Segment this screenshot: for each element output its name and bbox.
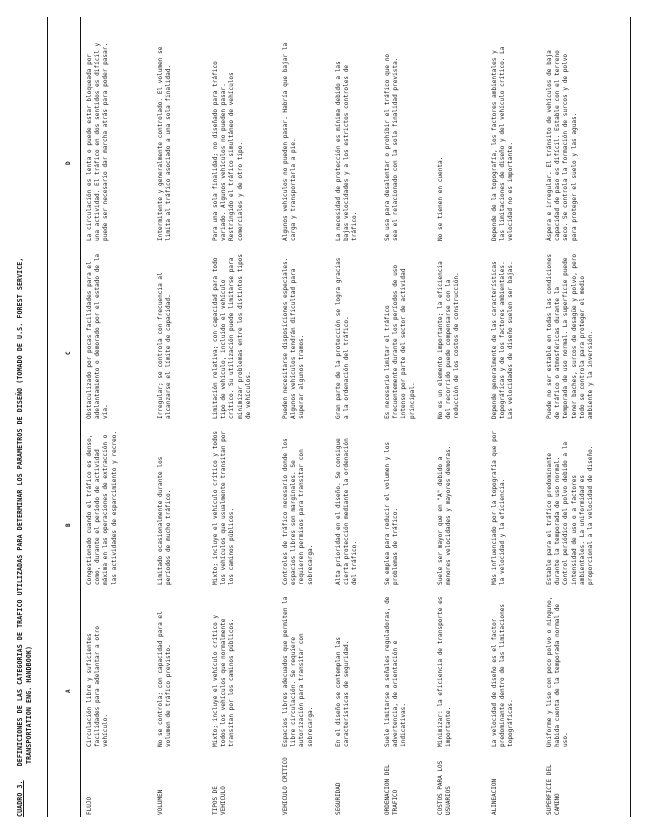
table-caption [16,27,34,817]
table-cell: Se usa para desalentar o prohibir el tráfico que no sea el relacionado con la sola finalidad prevista. [384,53,400,241]
row-label: SEGURIDAD [335,782,342,815]
row-label: TIPOS DE VEHICULO [212,786,227,815]
table-cell: Gran parte de la protección se logra gracias a la ordenación del tráfico. [335,257,351,419]
table-cell: La circulación es lenta o puede estar bloqueada por una actividad. El tráfico en dos sentidos es difícil y puede ser necesario dar marcha atrás para poder pasar. [86,42,110,241]
table-cell: Intermitente y generalmente controlado. El volumen se limita al tráfico asociado a una sola finalidad. [157,46,173,241]
row-label: ALINEACION [491,778,498,815]
table-cell: Algunos vehículos no pueden pasar. Habría que bajar la carga y transportarla a pie. [282,42,298,241]
table-cell: Suele limitarse a señales reguladoras, de advertencia, de orientación e indicativas. [384,596,408,747]
table-cell: Depende generalmente de las características topográficas y de los factores ambientales. Las velocidades de diseño suelen ser bajas. [491,261,515,419]
column-header-b: B [65,523,72,527]
row-label: SUPERFICIE DEL CAMINO [546,764,561,815]
row-label: ORDENACION DEL TRAFICO [384,764,399,815]
table-cell: En el diseño se contemplan las características de seguridad. [335,636,351,747]
column-header-a: A [65,689,72,693]
table-cell: Mixto; incluye el vehículo crítico y todos los vehículos que usualmente transitan por los caminos públicos. [212,430,236,585]
bottom-rule [630,17,631,817]
table-cell: Suele ser mayor que en "A" debido a menores velocidades y mayores demoras. [437,445,453,585]
table-cell: Pueden necesitarse disposiciones especiales. Algunos vehículos tendrán dificultad para superar algunos tramos. [282,257,306,419]
table-cell: Limitación relativa; con capacidad para todo tipo de vehículo, incluido el vehículo crítico. Su utilización puede limitarse para minimizar problemas entre los distintos tipos de vehículos. [212,253,252,419]
table-cell: Áspera e irregular. El tránsito de vehículos de baja capacidad de paso es difícil. Estable con el terreno seco. Se controla la formación de surcos y de polvo para proteger el suelo y las aguas. [546,50,578,241]
table-cell: Minimizar: la eficiencia de transporte es importante. [437,596,453,747]
table-cell: Puede no ser estable en todas las condiciones de tráfico o atmosféricas durante la temporada de uso normal. La superficie puede tener baches, surcos de desagüe y polvo, pero todo se controla para proteger el medio ambiente y la inversión. [546,253,595,419]
caption-title-line1: DEFINICIONES DE LAS CATEGORIAS DE TRAFICO UTILIZADAS PARA DETERMINAR LOS PARAMETROS DE DISEÑO (TOMADO DE U.S. FOREST SERVICE, [16,257,24,767]
table-cell: No se tienen en cuenta. [437,156,444,241]
table-cell: Se emplea para reducir el volumen y los problemas de tráfico. [384,441,400,585]
caption-label: CUADRO 3. [16,780,24,817]
header-rule [80,17,81,817]
table-cell: Uniforme y liso con poco polvo o ninguno, habida cuenta de la temporada normal de uso. [546,596,570,747]
table-cell: Estable para el tráfico predominante durante la temporada de uso normal. Control periódico del polvo debido a la intensidad de uso o a factores ambientales. La uniformidad es proporcional a la velocidad de diseño. [546,441,595,585]
table-cell: Mixto; incluye el vehículo crítico y todos los vehículos que normalmente transitan por los caminos públicos. [212,614,236,747]
table-cell: Obstaculizado por pocas facilidades para el adelantamiento o demorado por el estado de la vía. [86,253,110,419]
table-cell: Controles de tráfico necesario donde los espacios libres son marginales. Se requieren permisos para transitar con sobrecarga. [282,438,314,585]
caption-title-line2: TRANSPORTATION ENG. HANDBOOK) [25,645,33,764]
table-cell: Irregular; se controla con frecuencia al alcanzarse el límite de capacidad. [157,272,173,419]
row-label: VOLUMEN [157,789,164,815]
top-rule [47,17,48,817]
table-cell: Limitado ocasionalmente durante los períodos de mucho tráfico. [157,456,173,585]
table-cell: Congestionado cuando el tráfico es denso, como, durante el período de actividad máxima en las operaciones de extracción o las actividades de esparcimiento y recreo. [86,430,118,585]
table-cell: Espacios libres adecuados que permiten la libre circulación. Se requiere autorización para transitar con sobrecarga. [282,596,314,747]
table-cell: Circulación libre y suficientes facilidades para adelantar a otro vehículo. [86,625,110,747]
table-cell: No se controla; con capacidad para el volumen de tráfico previsto. [157,611,173,747]
column-header-d: D [65,161,72,165]
table-cell: Alta prioridad en el diseño. Se consigue cierta protección mediante la ordenación del tráfico. [335,438,359,585]
row-label: COSTOS PARA LOS USUARIOS [437,760,452,815]
table-cell: Depende de la topografía, los factores ambientales y las limitaciones de diseño y del vehículo crítico. La velocidad no es importante. [491,46,515,241]
row-label: VEHICULO CRITICO [282,757,289,815]
table-cell: La necesidad de protección es mínima debido a las bajas velocidades y a los estrictos controles de tráfico. [335,61,359,241]
column-header-c: C [65,351,72,355]
table-cell: Más influenciado por la topografía que por la velocidad y la eficiencia. [491,430,507,585]
table-cell: Para una sola finalidad; no diseñado para tráfico variado. Algunos vehículos no pueden pasar. Restringido el tráfico simultáneo de vehículos comerciales y de otro tipo. [212,61,244,241]
table-cell: Es necesario limitar el tráfico frecuentemente durante los períodos de uso intenso por parte del sector de actividad principal. [384,264,416,419]
table-cell: No es un elemento importante; la eficiencia del recorrido puede compensarse con la reducción de los costos de construcción. [437,261,461,419]
table-cell: La velocidad de diseño es el factor predominante dentro de las limitaciones topográficas. [491,603,515,747]
row-label: FLUJO [86,796,93,815]
